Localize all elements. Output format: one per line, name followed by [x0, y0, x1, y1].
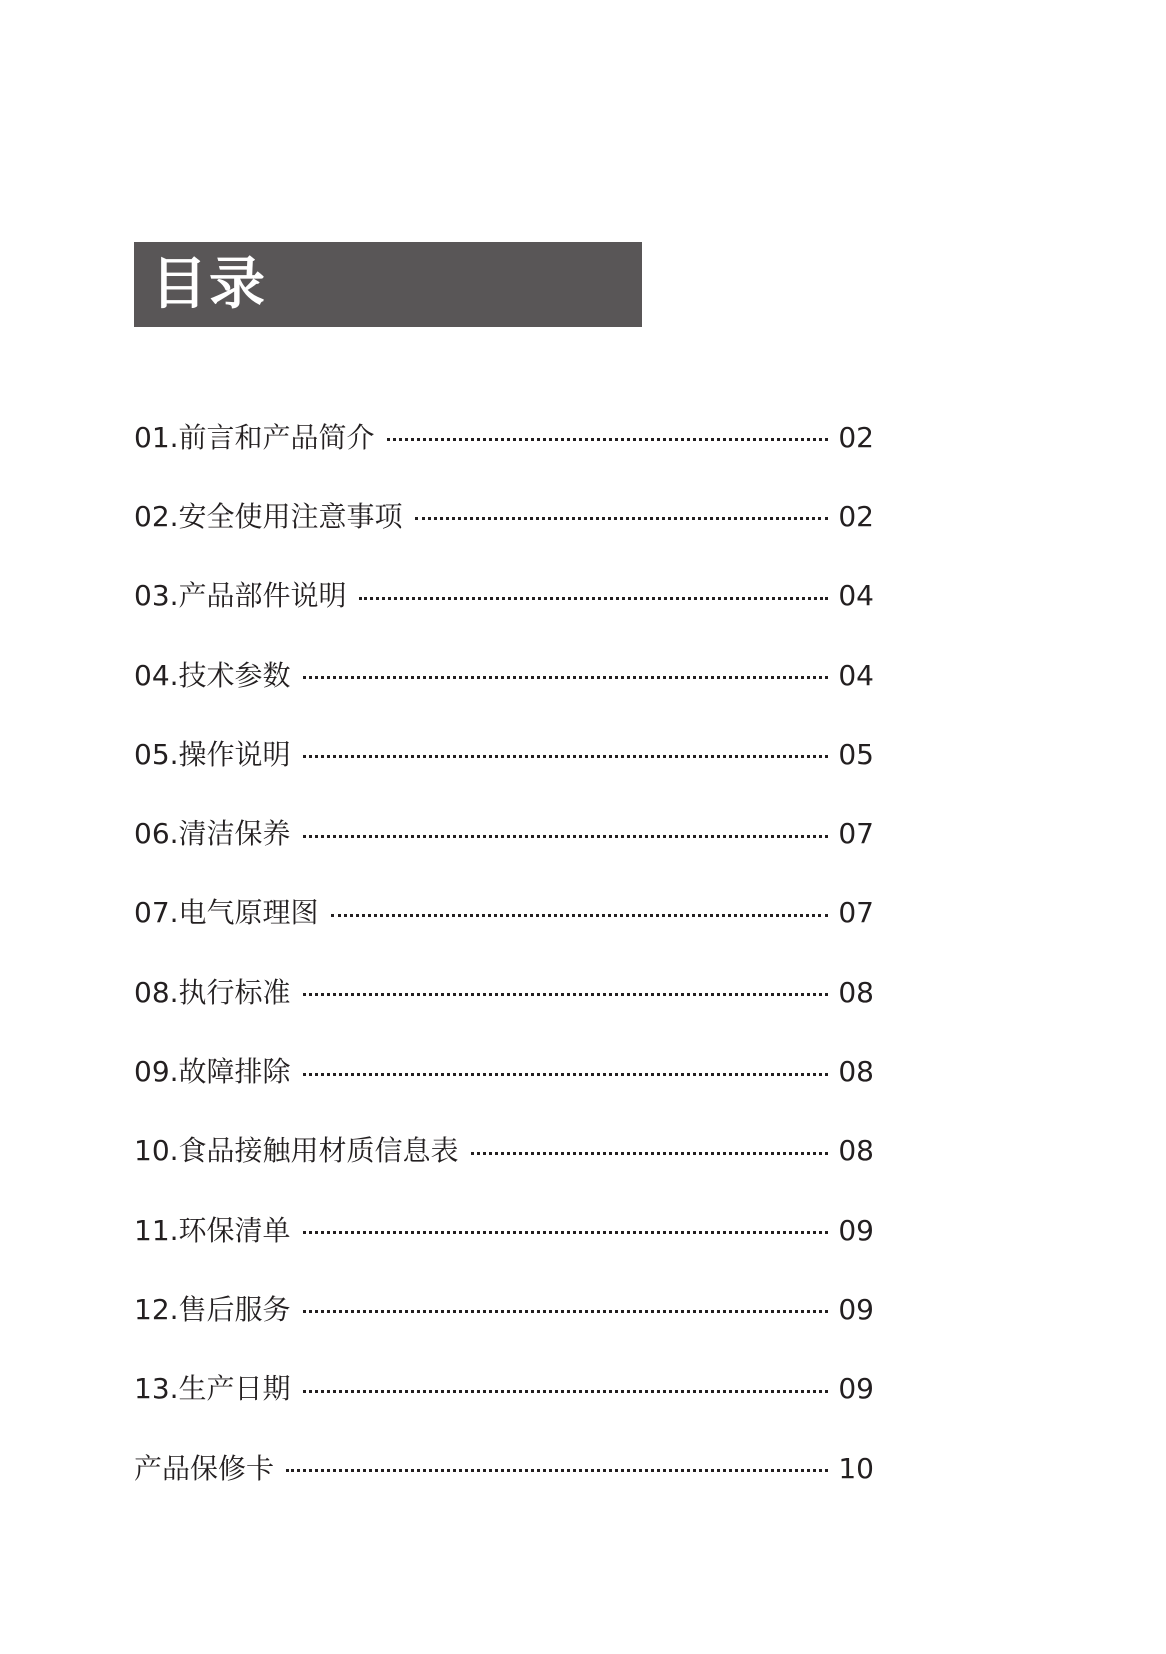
toc-entry-page-number: 09 — [838, 1213, 874, 1247]
toc-entry-label: 09.故障排除 — [134, 1055, 291, 1089]
dot-leader — [331, 914, 829, 917]
toc-entry-page-number: 02 — [838, 420, 874, 454]
toc-entry-label: 05.操作说明 — [134, 737, 291, 771]
toc-entry[interactable] — [134, 557, 874, 636]
dot-leader — [303, 1390, 829, 1393]
toc-entry[interactable] — [134, 715, 874, 794]
toc-entry-label: 10.食品接触用材质信息表 — [134, 1134, 459, 1168]
toc-entry-page-number: 07 — [838, 817, 874, 851]
toc-entry-label: 13.生产日期 — [134, 1372, 291, 1406]
dot-leader — [387, 438, 829, 441]
dot-leader — [303, 1073, 829, 1076]
table-of-contents — [134, 398, 874, 1508]
dot-leader — [471, 1152, 829, 1155]
toc-entry-label: 06.清洁保养 — [134, 817, 291, 851]
toc-entry-page-number: 10 — [838, 1451, 874, 1485]
dot-leader — [303, 1231, 829, 1234]
toc-entry-page-number: 07 — [838, 896, 874, 930]
toc-entry[interactable] — [134, 477, 874, 556]
toc-entry[interactable] — [134, 1429, 874, 1508]
dot-leader — [303, 676, 829, 679]
toc-entry-label: 04.技术参数 — [134, 658, 291, 692]
toc-entry[interactable] — [134, 1350, 874, 1429]
toc-entry[interactable] — [134, 398, 874, 477]
toc-entry[interactable] — [134, 1270, 874, 1349]
toc-entry[interactable] — [134, 1112, 874, 1191]
dot-leader — [303, 755, 829, 758]
dot-leader — [415, 517, 829, 520]
toc-entry-page-number: 04 — [838, 579, 874, 613]
toc-entry-page-number: 08 — [838, 975, 874, 1009]
toc-entry[interactable] — [134, 1191, 874, 1270]
toc-entry-label: 08.执行标准 — [134, 975, 291, 1009]
toc-entry[interactable] — [134, 794, 874, 873]
toc-entry-label: 03.产品部件说明 — [134, 579, 347, 613]
toc-entry-label: 11.环保清单 — [134, 1213, 291, 1247]
toc-entry[interactable] — [134, 874, 874, 953]
toc-entry-page-number: 08 — [838, 1055, 874, 1089]
toc-entry-page-number: 05 — [838, 737, 874, 771]
toc-entry[interactable] — [134, 1032, 874, 1111]
title-banner — [134, 242, 642, 327]
page-title: 目录 — [151, 251, 267, 317]
toc-entry-page-number: 09 — [838, 1292, 874, 1326]
dot-leader — [286, 1469, 828, 1472]
toc-entry[interactable] — [134, 636, 874, 715]
toc-entry-label: 12.售后服务 — [134, 1292, 291, 1326]
toc-entry-label: 02.安全使用注意事项 — [134, 499, 403, 533]
toc-entry[interactable] — [134, 953, 874, 1032]
toc-entry-page-number: 04 — [838, 658, 874, 692]
dot-leader — [303, 993, 829, 996]
toc-entry-page-number: 08 — [838, 1134, 874, 1168]
dot-leader — [359, 597, 829, 600]
toc-entry-label: 07.电气原理图 — [134, 896, 319, 930]
toc-entry-page-number: 02 — [838, 499, 874, 533]
toc-entry-label: 01.前言和产品简介 — [134, 420, 375, 454]
toc-entry-label: 产品保修卡 — [134, 1451, 275, 1485]
dot-leader — [303, 1310, 829, 1313]
dot-leader — [303, 835, 829, 838]
toc-entry-page-number: 09 — [838, 1372, 874, 1406]
